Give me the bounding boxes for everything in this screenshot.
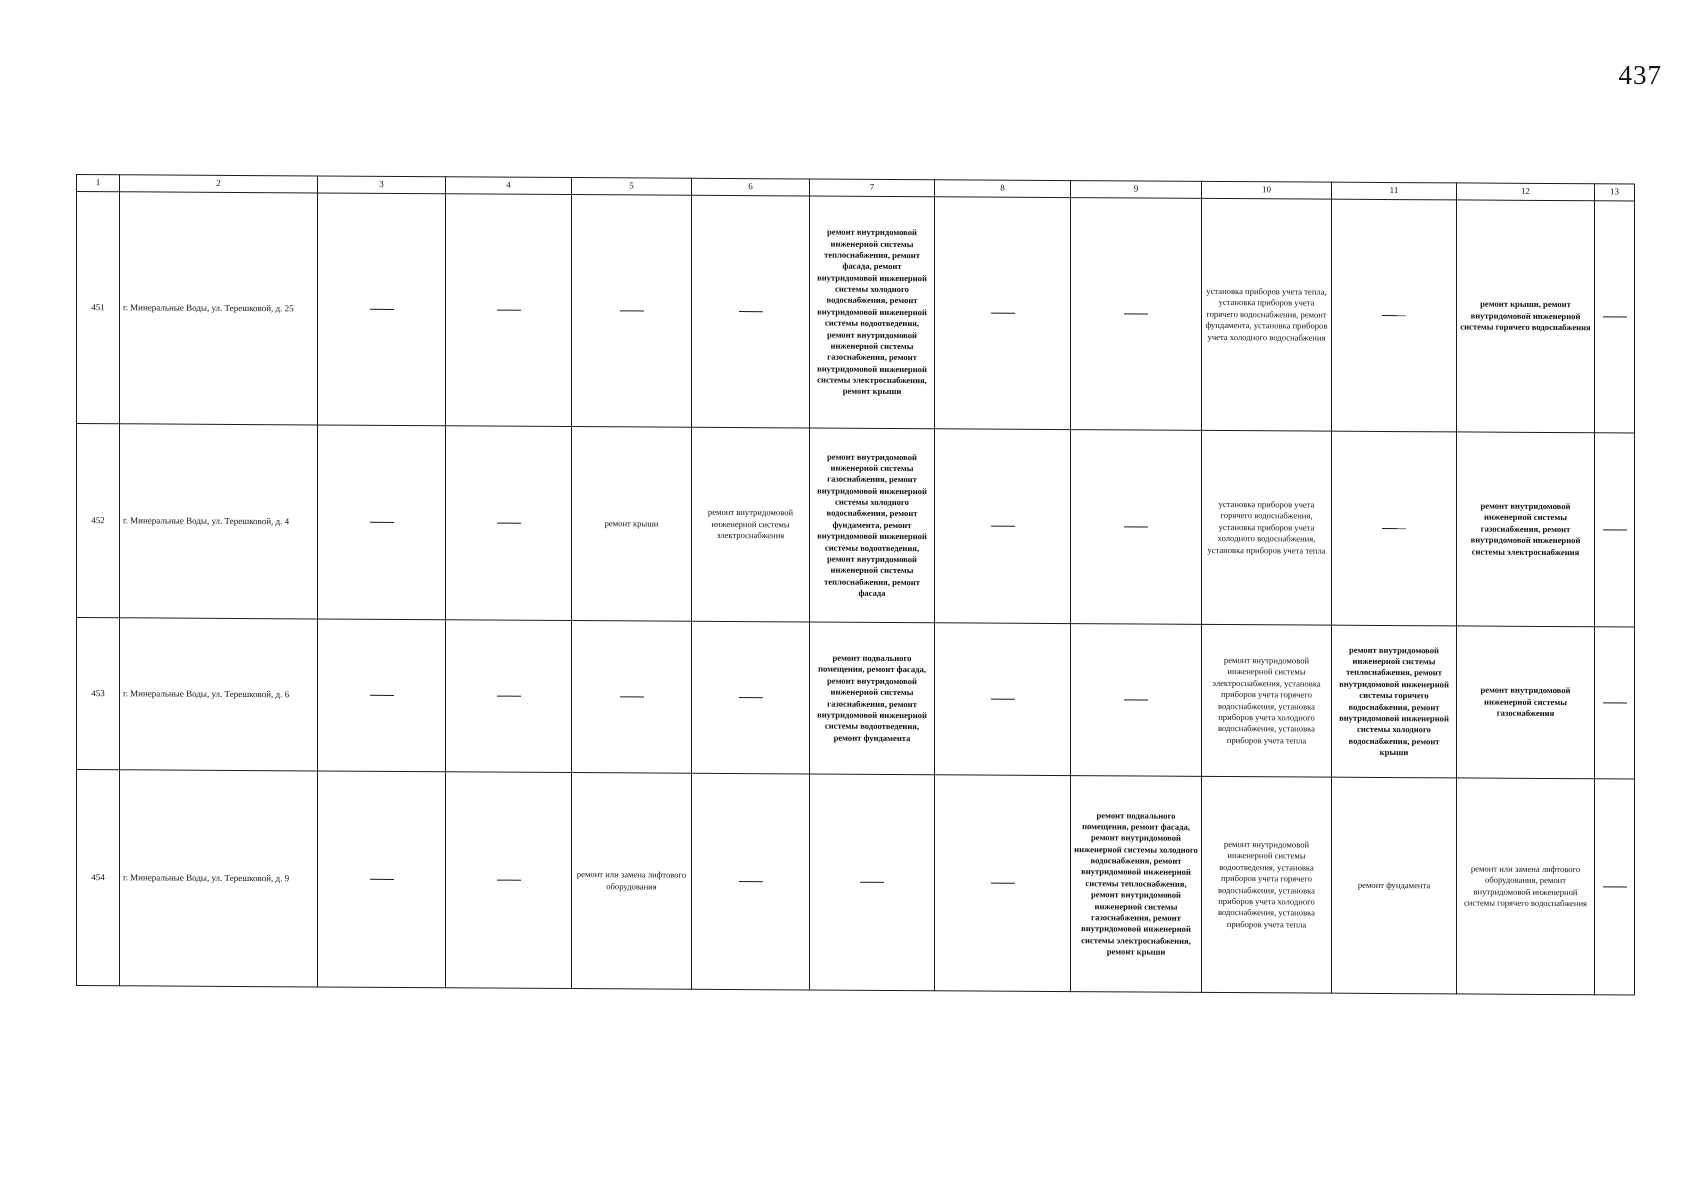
empty-dash <box>497 880 521 881</box>
column-header: 5 <box>572 178 692 196</box>
cell-col-11 <box>1332 431 1457 626</box>
column-header: 4 <box>446 177 572 195</box>
cell-col-10: ремонт внутридомовой инженерной системы водоотведения, установка приборов учета горячего водоснабжения, установка приборов учета холодного водоснабжения, установка приборов учета тепла <box>1202 776 1332 993</box>
cell-col-11 <box>1332 199 1457 432</box>
cell-col-10: установка приборов учета тепла, установка приборов учета горячего водоснабжения, ремонт фундамента, установка приборов учета холодного водоснабжения <box>1202 198 1332 431</box>
cell-col-8 <box>935 623 1071 776</box>
empty-dash <box>370 879 394 880</box>
empty-dash <box>620 311 644 312</box>
column-header: 13 <box>1595 184 1635 201</box>
empty-dash <box>1382 315 1406 316</box>
empty-dash <box>1382 528 1406 529</box>
empty-dash <box>991 526 1015 527</box>
cell-col-12: ремонт внутридомовой инженерной системы газоснабжения <box>1457 626 1595 779</box>
cell-col-6 <box>692 773 810 990</box>
cell-col-13 <box>1595 433 1635 627</box>
cell-col-7: ремонт внутридомовой инженерной системы газоснабжения, ремонт внутридомовой инженерной системы холодного водоснабжения, ремонт фундамента, ремонт внутридомовой инженерной системы водоотведения, ремонт внутридомовой инженерной системы теплоснабжения, ремонт фасада <box>810 428 935 623</box>
cell-col-6 <box>692 621 810 774</box>
empty-dash <box>860 882 884 883</box>
column-header: 3 <box>318 176 446 194</box>
cell-col-12: ремонт крыши, ремонт внутридомовой инженерной системы горячего водоснабжения <box>1457 200 1595 433</box>
cell-col-7 <box>810 774 935 991</box>
address-cell: г. Минеральные Воды, ул. Терешковой, д. 9 <box>120 770 318 987</box>
address-cell: г. Минеральные Воды, ул. Терешковой, д. 25 <box>120 192 318 425</box>
empty-dash <box>739 697 763 698</box>
cell-col-13 <box>1595 779 1635 995</box>
table-row <box>77 770 1635 996</box>
cell-col-9 <box>1071 430 1202 625</box>
cell-col-3 <box>318 193 446 426</box>
row-number: 451 <box>77 192 120 424</box>
cell-col-4 <box>446 620 572 773</box>
column-header: 10 <box>1202 181 1332 199</box>
cell-col-7: ремонт внутридомовой инженерной системы теплоснабжения, ремонт фасада, ремонт внутридомовой инженерной системы холодного водоснабжения, ремонт внутридомовой инженерной системы водоотведения, ремонт внутридомовой инженерной системы газоснабжения, ремонт внутридомовой инженерной системы электроснабжения, ремонт крыши <box>810 196 935 429</box>
empty-dash <box>1124 700 1148 701</box>
cell-col-4 <box>446 194 572 427</box>
empty-dash <box>1124 314 1148 315</box>
cell-col-13 <box>1595 627 1635 779</box>
cell-col-3 <box>318 771 446 988</box>
empty-dash <box>370 309 394 310</box>
empty-dash <box>497 310 521 311</box>
cell-col-8 <box>935 197 1071 430</box>
column-header: 9 <box>1071 181 1202 199</box>
cell-col-4 <box>446 772 572 989</box>
empty-dash <box>739 311 763 312</box>
cell-col-3 <box>318 619 446 772</box>
column-header: 2 <box>120 175 318 193</box>
cell-col-6 <box>692 195 810 428</box>
row-number: 453 <box>77 618 120 770</box>
cell-col-11: ремонт внутридомовой инженерной системы теплоснабжения, ремонт внутридомовой инженерной системы горячего водоснабжения, ремонт внутридомовой инженерной системы холодного водоснабжения, ремонт крыши <box>1332 625 1457 778</box>
empty-dash <box>620 697 644 698</box>
empty-dash <box>370 522 394 523</box>
cell-col-9 <box>1071 198 1202 431</box>
cell-col-5 <box>572 195 692 428</box>
cell-col-8 <box>935 775 1071 992</box>
cell-col-9: ремонт подвального помещения, ремонт фасада, ремонт внутридомовой инженерной системы холодного водоснабжения, ремонт внутридомовой инженерной системы теплоснабжения, ремонт внутридомовой инженерной системы газоснабжения, ремонт внутридомовой инженерной системы электроснабжения, ремонт крыши <box>1071 776 1202 993</box>
cell-col-5: ремонт крыши <box>572 427 692 622</box>
cell-col-11: ремонт фундамента <box>1332 777 1457 994</box>
cell-col-10: установка приборов учета горячего водоснабжения, установка приборов учета холодного водоснабжения, установка приборов учета тепла <box>1202 430 1332 625</box>
empty-dash <box>370 695 394 696</box>
empty-dash <box>1603 887 1627 888</box>
empty-dash <box>991 313 1015 314</box>
cell-col-9 <box>1071 624 1202 777</box>
cell-col-4 <box>446 426 572 621</box>
cell-col-10: ремонт внутридомовой инженерной системы электроснабжения, установка приборов учета горячего водоснабжения, установка приборов учета холодного водоснабжения, установка приборов учета тепла <box>1202 624 1332 777</box>
page-number: 437 <box>1618 60 1662 90</box>
address-cell: г. Минеральные Воды, ул. Терешковой, д. 4 <box>120 424 318 619</box>
address-cell: г. Минеральные Воды, ул. Терешковой, д. 6 <box>120 618 318 771</box>
column-header: 6 <box>692 178 810 196</box>
cell-col-5 <box>572 621 692 774</box>
cell-col-3 <box>318 425 446 620</box>
empty-dash <box>1124 527 1148 528</box>
cell-col-5: ремонт или замена лифтового оборудования <box>572 773 692 990</box>
cell-col-6: ремонт внутридомовой инженерной системы электроснабжения <box>692 427 810 622</box>
empty-dash <box>497 696 521 697</box>
cell-col-12: ремонт или замена лифтового оборудования, ремонт внутридомовой инженерной системы горячего водоснабжения <box>1457 778 1595 995</box>
cell-col-13 <box>1595 201 1635 433</box>
table-row <box>77 618 1635 780</box>
cell-col-12: ремонт внутридомовой инженерной системы газоснабжения, ремонт внутридомовой инженерной системы электроснабжения <box>1457 432 1595 627</box>
empty-dash <box>991 699 1015 700</box>
table-row <box>77 424 1635 628</box>
empty-dash <box>739 881 763 882</box>
table-row <box>77 192 1635 434</box>
empty-dash <box>991 883 1015 884</box>
row-number: 452 <box>77 424 120 618</box>
column-header: 12 <box>1457 183 1595 201</box>
cell-col-7: ремонт подвального помещения, ремонт фасада, ремонт внутридомовой инженерной системы газоснабжения, ремонт внутридомовой инженерной системы водоотведения, ремонт фундамента <box>810 622 935 775</box>
column-header: 7 <box>810 179 935 197</box>
column-header: 11 <box>1332 182 1457 200</box>
column-header: 1 <box>77 175 120 192</box>
cell-col-8 <box>935 429 1071 624</box>
empty-dash <box>497 523 521 524</box>
repair-schedule-table <box>76 174 1635 996</box>
row-number: 454 <box>77 770 120 986</box>
empty-dash <box>1603 317 1627 318</box>
column-header: 8 <box>935 180 1071 198</box>
empty-dash <box>1603 530 1627 531</box>
empty-dash <box>1603 703 1627 704</box>
